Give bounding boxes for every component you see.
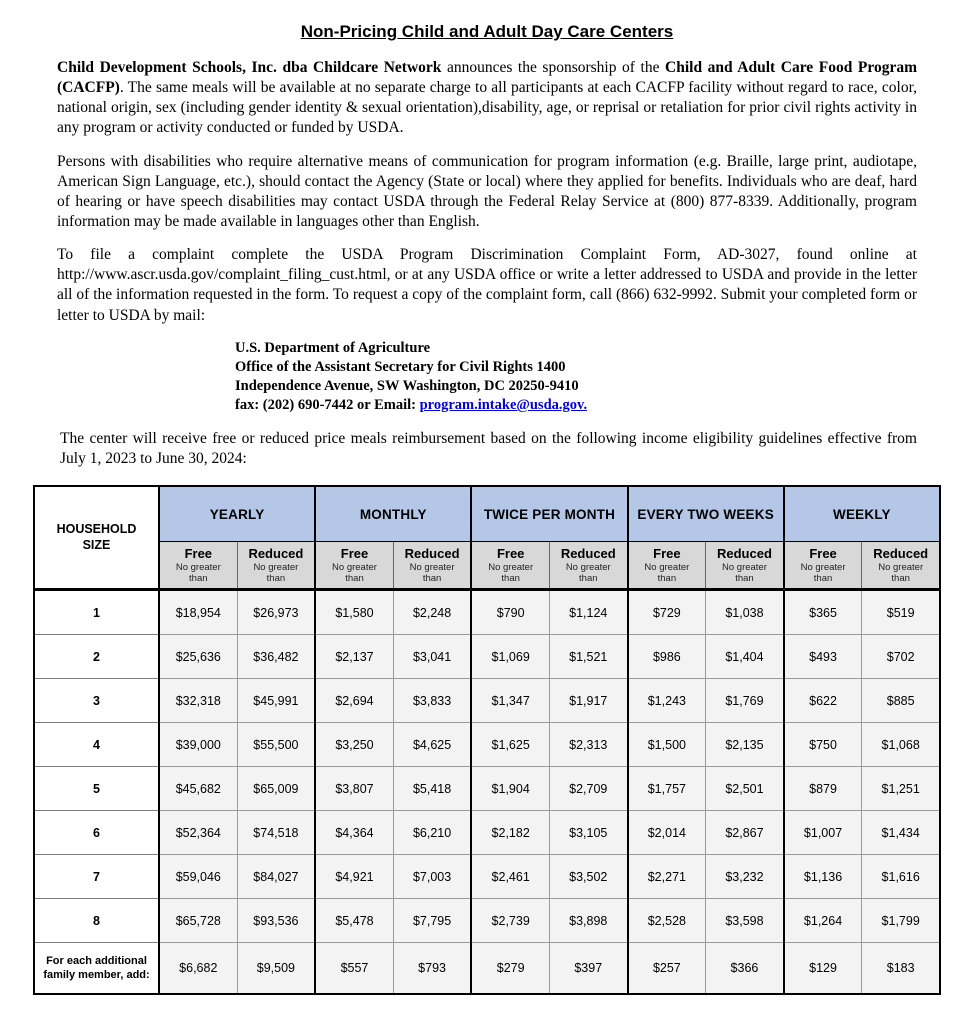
row-label: 1	[34, 590, 159, 635]
value-cell: $5,418	[393, 767, 471, 811]
value-cell: $1,251	[862, 767, 940, 811]
value-cell: $2,182	[471, 811, 549, 855]
fax-email-line	[235, 396, 917, 415]
sub-note: No greater than	[253, 562, 299, 585]
value-cell: $397	[549, 943, 627, 995]
value-cell: $750	[784, 723, 862, 767]
value-cell: $39,000	[159, 723, 237, 767]
table-row	[34, 899, 940, 943]
value-cell: $2,248	[393, 590, 471, 635]
reduced-header	[393, 542, 471, 590]
value-cell: $2,014	[628, 811, 706, 855]
value-cell: $257	[628, 943, 706, 995]
value-cell: $9,509	[237, 943, 315, 995]
reduced-header	[549, 542, 627, 590]
value-cell: $1,904	[471, 767, 549, 811]
sub-note: No greater than	[722, 562, 767, 585]
row-label: 6	[34, 811, 159, 855]
value-cell: $2,461	[471, 855, 549, 899]
value-cell: $622	[784, 679, 862, 723]
address-line: Office of the Assistant Secretary for Civil Rights 1400	[235, 358, 566, 375]
value-cell: $59,046	[159, 855, 237, 899]
value-cell: $32,318	[159, 679, 237, 723]
value-cell: $18,954	[159, 590, 237, 635]
value-cell: $129	[784, 943, 862, 995]
sub-note: No greater than	[175, 562, 221, 585]
value-cell: $65,009	[237, 767, 315, 811]
value-cell: $183	[862, 943, 940, 995]
sub-label: Reduced	[873, 546, 929, 562]
value-cell: $4,364	[315, 811, 393, 855]
value-cell: $1,625	[471, 723, 549, 767]
income-eligibility-table	[33, 485, 941, 995]
value-cell: $55,500	[237, 723, 315, 767]
address-line: U.S. Department of Agriculture	[235, 339, 431, 356]
text-run: To file a complaint complete the USDA Program Discrimination Complaint Form, AD-3027, found online at http://www.ascr.usda.gov/complaint_filing_cust.html, or at any USDA office or write a letter addressed to USDA and provide in the letter all of the information requested in the form. To request a copy of the complaint form, call (866) 632-9992. Submit your completed form or letter to USDA by mail:	[57, 246, 917, 324]
sub-label: Free	[653, 546, 681, 562]
text-run: Persons with disabilities who require alternative means of communication for program information (e.g. Braille, large print, audiotape, American Sign Language, etc.), should contact the Agency (State or local) where they applied for benefits. Individuals who are deaf, hard of hearing or have speech disabilities may contact USDA through the Federal Relay Service at (800) 877-8339. Additionally, program information may be made available in languages other than English.	[57, 152, 917, 230]
bold-text: Child Development Schools, Inc. dba Childcare Network	[57, 59, 442, 76]
value-cell: $1,521	[549, 635, 627, 679]
value-cell: $1,124	[549, 590, 627, 635]
value-cell: $3,041	[393, 635, 471, 679]
value-cell: $1,136	[784, 855, 862, 899]
value-cell: $3,232	[706, 855, 784, 899]
value-cell: $366	[706, 943, 784, 995]
sub-note: No greater than	[565, 562, 611, 585]
email-link[interactable]: program.intake@usda.gov.	[419, 397, 588, 414]
page-title: Non-Pricing Child and Adult Day Care Centers	[300, 22, 674, 41]
value-cell: $790	[471, 590, 549, 635]
value-cell: $1,068	[862, 723, 940, 767]
reduced-header	[862, 542, 940, 590]
row-label: 8	[34, 899, 159, 943]
value-cell: $52,364	[159, 811, 237, 855]
reduced-header	[706, 542, 784, 590]
value-cell: $1,264	[784, 899, 862, 943]
value-cell: $1,434	[862, 811, 940, 855]
value-cell: $986	[628, 635, 706, 679]
value-cell: $7,003	[393, 855, 471, 899]
table-row	[34, 635, 940, 679]
bold-text: Child and Adult Care Food Program (CACFP)	[57, 59, 917, 97]
value-cell: $6,682	[159, 943, 237, 995]
value-cell: $7,795	[393, 899, 471, 943]
group-header: MONTHLY	[315, 486, 471, 542]
value-cell: $6,210	[393, 811, 471, 855]
value-cell: $3,598	[706, 899, 784, 943]
value-cell: $1,243	[628, 679, 706, 723]
value-cell: $2,528	[628, 899, 706, 943]
sub-note: No greater than	[800, 562, 846, 585]
sub-note: No greater than	[488, 562, 534, 585]
value-cell: $74,518	[237, 811, 315, 855]
value-cell: $1,404	[706, 635, 784, 679]
sub-note: No greater than	[644, 562, 690, 585]
value-cell: $793	[393, 943, 471, 995]
value-cell: $879	[784, 767, 862, 811]
value-cell: $1,616	[862, 855, 940, 899]
value-cell: $1,500	[628, 723, 706, 767]
group-header: EVERY TWO WEEKS	[628, 486, 784, 542]
row-label: 7	[34, 855, 159, 899]
sub-label: Free	[184, 546, 213, 562]
body-paragraphs	[57, 58, 917, 326]
sub-note: No greater than	[878, 562, 924, 585]
value-cell: $702	[862, 635, 940, 679]
mailing-address-block	[235, 339, 917, 416]
value-cell: $1,038	[706, 590, 784, 635]
value-cell: $2,135	[706, 723, 784, 767]
row-label: 4	[34, 723, 159, 767]
group-header: TWICE PER MONTH	[471, 486, 627, 542]
address-line: Independence Avenue, SW Washington, DC 20250-9410	[235, 377, 579, 394]
value-cell: $2,709	[549, 767, 627, 811]
value-cell: $3,807	[315, 767, 393, 811]
sub-label: Reduced	[717, 546, 772, 562]
value-cell: $729	[628, 590, 706, 635]
value-cell: $65,728	[159, 899, 237, 943]
guidelines-intro: The center will receive free or reduced price meals reimbursement based on the following income eligibility guidelines effective from July 1, 2023 to June 30, 2024:	[60, 430, 917, 468]
free-header	[159, 542, 237, 590]
value-cell: $3,502	[549, 855, 627, 899]
value-cell: $1,580	[315, 590, 393, 635]
value-cell: $1,799	[862, 899, 940, 943]
sub-note: No greater than	[409, 562, 455, 585]
value-cell: $4,625	[393, 723, 471, 767]
free-header	[471, 542, 549, 590]
paragraph	[57, 152, 917, 233]
table-row	[34, 679, 940, 723]
table-row	[34, 855, 940, 899]
value-cell: $3,898	[549, 899, 627, 943]
value-cell: $4,921	[315, 855, 393, 899]
table-row	[34, 767, 940, 811]
value-cell: $519	[862, 590, 940, 635]
value-cell: $1,069	[471, 635, 549, 679]
value-cell: $93,536	[237, 899, 315, 943]
value-cell: $25,636	[159, 635, 237, 679]
table-row	[34, 943, 940, 995]
value-cell: $3,833	[393, 679, 471, 723]
free-header	[784, 542, 862, 590]
group-header: WEEKLY	[784, 486, 940, 542]
value-cell: $45,991	[237, 679, 315, 723]
table-header	[34, 486, 940, 589]
sub-label: Reduced	[248, 546, 304, 562]
table-row	[34, 723, 940, 767]
value-cell: $2,313	[549, 723, 627, 767]
free-header	[315, 542, 393, 590]
value-cell: $3,105	[549, 811, 627, 855]
header-sub-row	[34, 542, 940, 590]
row-label: For each additional family member, add:	[34, 943, 159, 995]
value-cell: $885	[862, 679, 940, 723]
value-cell: $1,769	[706, 679, 784, 723]
value-cell: $365	[784, 590, 862, 635]
fax-text: fax: (202) 690-7442 or Email:	[235, 397, 420, 414]
value-cell: $557	[315, 943, 393, 995]
value-cell: $2,137	[315, 635, 393, 679]
table-body	[34, 590, 940, 995]
household-size-label: HOUSEHOLD SIZE	[56, 522, 137, 552]
sub-label: Reduced	[560, 546, 616, 562]
row-label: 5	[34, 767, 159, 811]
group-header: YEARLY	[159, 486, 315, 542]
value-cell: $3,250	[315, 723, 393, 767]
value-cell: $26,973	[237, 590, 315, 635]
sub-label: Free	[340, 546, 369, 562]
value-cell: $45,682	[159, 767, 237, 811]
household-size-header	[34, 486, 159, 589]
value-cell: $2,501	[706, 767, 784, 811]
text-run: announces the sponsorship of the	[441, 59, 666, 76]
value-cell: $1,347	[471, 679, 549, 723]
table-row	[34, 811, 940, 855]
value-cell: $2,271	[628, 855, 706, 899]
value-cell: $2,694	[315, 679, 393, 723]
header-group-row	[34, 486, 940, 542]
sub-note: No greater than	[332, 562, 377, 585]
value-cell: $1,917	[549, 679, 627, 723]
reduced-header	[237, 542, 315, 590]
paragraph	[57, 58, 917, 139]
value-cell: $493	[784, 635, 862, 679]
value-cell: $2,867	[706, 811, 784, 855]
value-cell: $279	[471, 943, 549, 995]
table-row	[34, 590, 940, 635]
value-cell: $1,007	[784, 811, 862, 855]
text-run: . The same meals will be available at no separate charge to all participants at each CACFP facility without regard to race, color, national origin, sex (including gender identity & sexual orientation),disability, age, or reprisal or retaliation for prior civil rights activity in any program or activity conducted or funded by USDA.	[57, 79, 917, 137]
value-cell: $5,478	[315, 899, 393, 943]
free-header	[628, 542, 706, 590]
row-label: 2	[34, 635, 159, 679]
value-cell: $2,739	[471, 899, 549, 943]
paragraph	[57, 245, 917, 326]
sub-label: Free	[809, 546, 837, 562]
value-cell: $84,027	[237, 855, 315, 899]
sub-label: Reduced	[404, 546, 460, 562]
sub-label: Free	[496, 546, 525, 562]
value-cell: $1,757	[628, 767, 706, 811]
row-label: 3	[34, 679, 159, 723]
value-cell: $36,482	[237, 635, 315, 679]
